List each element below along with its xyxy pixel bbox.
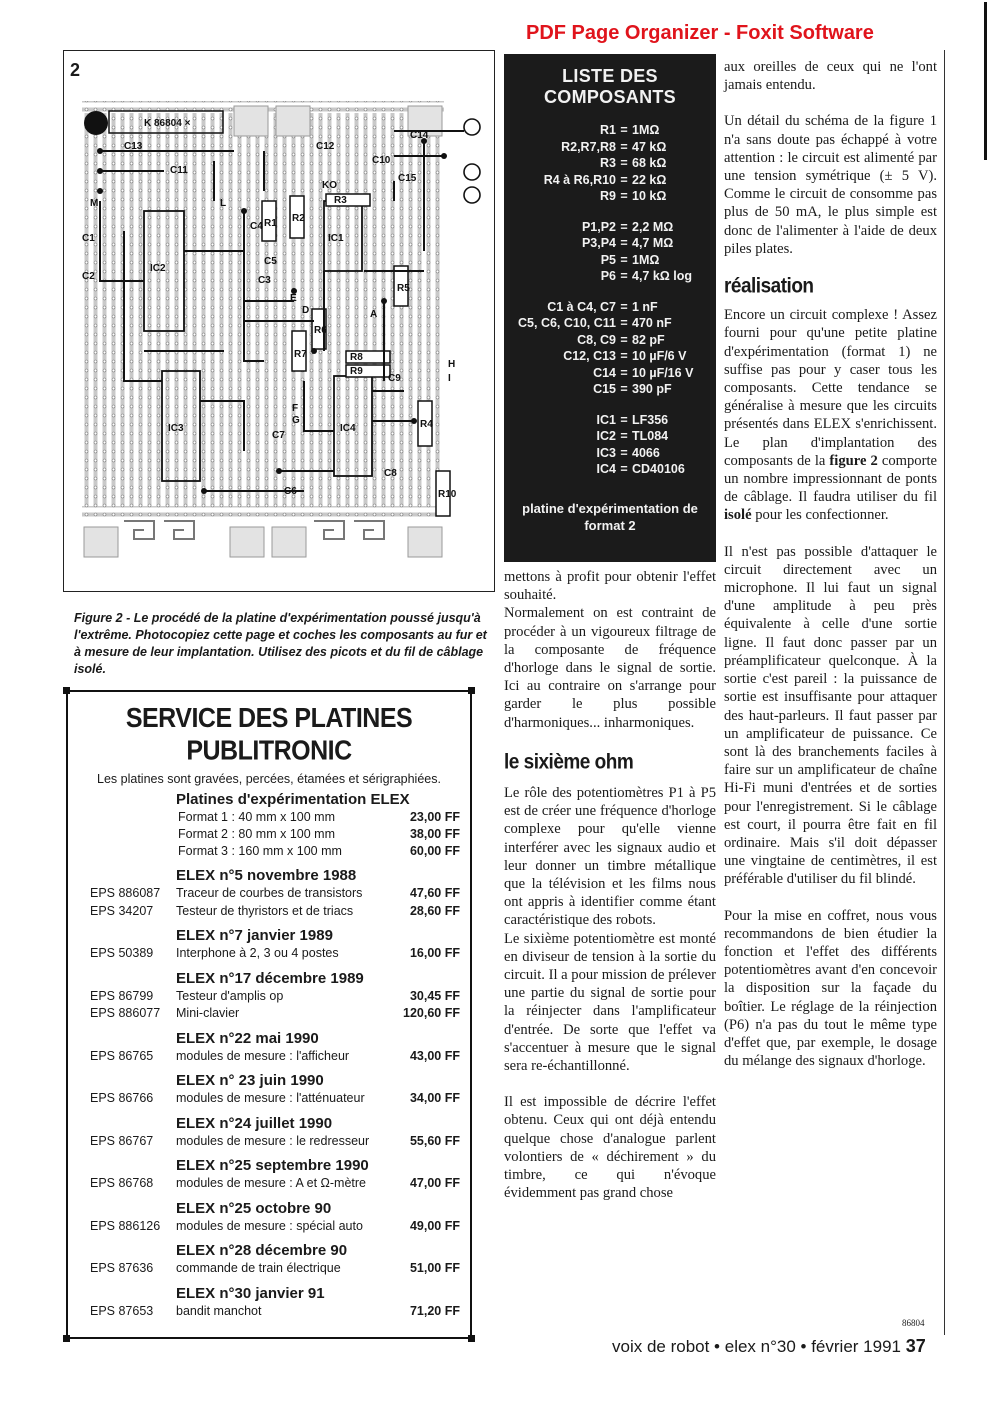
component-groups <box>504 122 716 478</box>
component-ref: R9 <box>600 189 616 203</box>
component-row <box>504 219 716 236</box>
component-value: 22 kΩ <box>632 172 667 187</box>
product-desc: commande de train électrique <box>176 1261 341 1275</box>
equals-sign: = <box>620 156 628 170</box>
product-row <box>68 1218 470 1236</box>
page-number: 37 <box>905 1336 926 1356</box>
component-value: 68 kΩ <box>632 156 667 170</box>
equals-sign: = <box>620 365 628 380</box>
board-label: D <box>302 305 310 316</box>
component-ref: IC3 <box>596 445 616 460</box>
product-code: EPS 886126 <box>90 1218 161 1233</box>
product-code: EPS 87636 <box>90 1261 154 1275</box>
format-row <box>68 826 470 843</box>
product-desc: Testeur de thyristors et de triacs <box>176 903 354 918</box>
board-label: K 86804 × <box>144 118 191 129</box>
component-row <box>504 412 716 429</box>
format-desc: Format 2 : 80 mm x 100 mm <box>178 827 335 841</box>
product-row <box>68 885 470 903</box>
issue-heading: ELEX n° 23 juin 1990 <box>176 1072 324 1089</box>
board-label: R5 <box>397 283 410 294</box>
product-code: EPS 34207 <box>90 903 154 918</box>
component-list-footer: platine d'expérimentation de format 2 <box>522 500 698 533</box>
figure-number: 2 <box>70 60 81 80</box>
product-desc: Traceur de courbes de transistors <box>176 886 363 900</box>
component-row <box>504 332 716 349</box>
component-value: CD40106 <box>632 462 685 476</box>
component-value: 82 pF <box>632 332 665 347</box>
product-price: 34,00 FF <box>409 1091 460 1105</box>
component-ref: R1 <box>600 123 616 137</box>
product-code: EPS 50389 <box>90 946 154 960</box>
format-price: 60,00 FF <box>409 844 460 858</box>
board-label: C9 <box>388 373 401 384</box>
board-drawing <box>64 51 492 589</box>
section-heading: réalisation <box>724 274 814 299</box>
product-price: 28,60 FF <box>409 903 460 918</box>
product-desc: modules de mesure : A et Ω-mètre <box>176 1176 366 1190</box>
board-label: C10 <box>372 155 391 166</box>
equals-sign: = <box>620 172 628 187</box>
component-row <box>504 155 716 172</box>
component-ref: C15 <box>593 382 616 396</box>
board-label: C12 <box>316 141 335 152</box>
board-label: R8 <box>350 352 363 363</box>
board-label: M <box>90 198 99 209</box>
equals-sign: = <box>620 219 628 234</box>
component-row <box>504 428 716 445</box>
component-value: 1 nF <box>632 299 658 314</box>
board-label: IC3 <box>168 423 184 434</box>
product-code: EPS 886077 <box>90 1006 161 1020</box>
component-value: 4066 <box>632 445 660 460</box>
component-ref: P6 <box>600 269 616 283</box>
footer-text: voix de robot • elex n°30 • février 1991 <box>612 1337 901 1356</box>
paragraph: Pour la mise en coffret, nous vous recommandons de bien étudier la fonction et l'effet des différents potentiomètres avant d'en concevoir la disposition sur la façade du boîtier. Le réglage de la réinjection (P6) n'a pas du tout le même type d'effet que, par exemple, le dosage du mélange des signaux d'horloge. <box>724 907 937 1070</box>
board-label: KO <box>322 180 337 191</box>
board-label: F <box>292 403 299 414</box>
component-value: 10 µF/16 V <box>632 365 694 380</box>
product-code: EPS 86765 <box>90 1048 154 1063</box>
component-ref: C1 à C4, C7 <box>547 299 616 314</box>
equals-sign: = <box>620 139 628 154</box>
figure-caption: Figure 2 - Le procédé de la platine d'expérimentation poussé jusqu'à l'extrême. Photocopiez cette page et coches les composants au fur et à mesure de leur implantation. Utilisez des picots et du fil de câblage isolé. <box>74 611 487 676</box>
board-label: R7 <box>294 349 307 360</box>
equals-sign: = <box>620 429 628 443</box>
component-value: 47 kΩ <box>632 139 667 154</box>
board-label: C15 <box>398 173 417 184</box>
component-ref: C5, C6, C10, C11 <box>518 316 616 330</box>
format-price: 38,00 FF <box>409 827 460 841</box>
product-price: 43,00 FF <box>409 1048 460 1063</box>
component-value: 10 µF/6 V <box>632 349 687 363</box>
component-value: 470 nF <box>632 316 672 330</box>
board-label: R10 <box>438 489 457 500</box>
component-value: 2,2 MΩ <box>632 219 674 234</box>
product-row <box>68 903 470 921</box>
product-code: EPS 886087 <box>90 886 161 900</box>
board-label: C8 <box>384 468 397 479</box>
component-group <box>504 299 716 398</box>
text-run: pour les confectionner. <box>751 507 889 524</box>
product-row <box>68 1303 470 1321</box>
text-column-2 <box>724 58 937 1070</box>
board-label: E <box>290 293 297 304</box>
product-row <box>68 1090 470 1108</box>
product-price: 47,60 FF <box>409 886 460 900</box>
service-title: SERVICE DES PLATINES PUBLITRONIC <box>125 702 413 767</box>
component-ref: C14 <box>593 365 616 380</box>
issue-heading: ELEX n°17 décembre 1989 <box>176 969 364 987</box>
component-row <box>504 461 716 478</box>
component-row <box>504 445 716 462</box>
service-sections <box>68 866 470 1320</box>
product-price: 55,60 FF <box>409 1133 460 1148</box>
board-label: C7 <box>272 430 285 441</box>
product-row <box>68 1048 470 1066</box>
paragraph: Le rôle des potentiomètres P1 à P5 est de créer une fréquence d'horloge complexe pour qu'elle vienne interférer avec les signaux audio et leur donner un timbre métallique que la télévision et les films nous ont appris à identifier comme étant caractéristique des robots. <box>504 785 716 929</box>
board-label: R6 <box>314 325 327 336</box>
edge-bar <box>984 2 987 160</box>
paragraph: Il est impossible de décrire l'effet obtenu. Ceux qui ont déjà entendu quelque chose d'analogue parlent volontiers de « déchirement » du timbre, ce qui n'évoque évidemment pas grand chose <box>504 1094 716 1202</box>
board-label: C1 <box>82 233 95 244</box>
text-run: Encore un circuit complexe ! Assez fourni pour qu'une petite platine d'expérimentation (format 1) ne suffise pas pour y caser tous les composants. Cette tendance se généralise à mesure que les circuits présentés dans ELEX s'enrichissent. Le plan d'implantation des composants de la <box>724 307 937 469</box>
component-value: 4,7 kΩ log <box>632 269 693 283</box>
issue-heading: ELEX n°7 janvier 1989 <box>176 927 333 944</box>
product-code: EPS 86768 <box>90 1176 154 1190</box>
product-row <box>68 988 470 1006</box>
product-row <box>68 1175 470 1193</box>
text-run: figure 2 <box>829 452 878 469</box>
issue-heading: ELEX n°25 septembre 1990 <box>176 1157 369 1174</box>
equals-sign: = <box>620 445 628 460</box>
service-box <box>66 690 472 1339</box>
equals-sign: = <box>620 412 628 427</box>
component-group <box>504 219 716 285</box>
corner-marker <box>63 687 70 694</box>
product-desc: Interphone à 2, 3 ou 4 postes <box>176 946 339 960</box>
product-row <box>68 1005 470 1023</box>
corner-marker <box>63 1335 70 1342</box>
equals-sign: = <box>620 299 628 314</box>
equals-sign: = <box>620 316 628 330</box>
product-desc: modules de mesure : spécial auto <box>176 1218 363 1233</box>
format-desc: Format 3 : 160 mm x 100 mm <box>178 844 342 858</box>
format-desc: Format 1 : 40 mm x 100 mm <box>178 810 335 824</box>
board-label: A <box>370 309 378 320</box>
board-label: C2 <box>82 271 95 282</box>
component-list-box <box>504 54 716 562</box>
board-label: I <box>448 373 451 384</box>
component-row <box>504 315 716 332</box>
board-label: C6 <box>284 486 297 497</box>
paragraph: Normalement on est contraint de procéder à un vigoureux filtrage de la composante de fréquence d'horloge dans le signal de sortie. Ici au contraire on s'arrange pour garder le plus possible d'harmoniques... inharmoniques. <box>504 605 716 731</box>
equals-sign: = <box>620 123 628 137</box>
service-subtitle: Les platines sont gravées, percées, étamées et sérigraphiées. <box>97 772 441 786</box>
product-desc: modules de mesure : l'atténuateur <box>176 1091 365 1105</box>
product-row <box>68 945 470 963</box>
equals-sign: = <box>620 332 628 347</box>
component-value: 390 pF <box>632 382 672 396</box>
board-label: C14 <box>410 130 429 141</box>
product-price: 47,00 FF <box>409 1176 460 1190</box>
component-row <box>504 139 716 156</box>
board-label: R4 <box>420 419 433 430</box>
component-ref: R3 <box>600 156 616 170</box>
equals-sign: = <box>620 382 628 396</box>
component-value: TL084 <box>632 429 669 443</box>
component-value: LF356 <box>632 412 669 427</box>
board-label: R3 <box>334 195 347 206</box>
paragraph: aux oreilles de ceux qui ne l'ont jamais entendu. <box>724 59 937 94</box>
component-ref: R4 à R6,R10 <box>543 172 616 187</box>
equals-sign: = <box>620 236 628 250</box>
product-code: EPS 87653 <box>90 1303 154 1318</box>
component-ref: P1,P2 <box>581 219 616 234</box>
equals-sign: = <box>620 349 628 363</box>
component-row <box>504 365 716 382</box>
product-row <box>68 1260 470 1278</box>
paragraph: Un détail du schéma de la figure 1 n'a sans doute pas échappé à votre attention : le circuit est alimenté par une tension symétrique (± 5 V). Comme le circuit de consomme pas plus de 50 mA, le plus simple est donc de l'alimenter à l'aide de deux piles plates. <box>724 113 937 257</box>
component-row <box>504 122 716 139</box>
board-label: R1 <box>264 218 277 229</box>
corner-marker <box>468 1335 475 1342</box>
product-desc: modules de mesure : l'afficheur <box>176 1048 350 1063</box>
board-label: C4 <box>250 221 263 232</box>
component-row <box>504 188 716 205</box>
product-code: EPS 86799 <box>90 988 154 1003</box>
product-price: 51,00 FF <box>409 1261 460 1275</box>
component-ref: IC1 <box>596 412 616 427</box>
format-price: 23,00 FF <box>409 810 460 824</box>
product-row <box>68 1133 470 1151</box>
product-code: EPS 86767 <box>90 1133 154 1148</box>
component-row <box>504 268 716 285</box>
issue-heading: ELEX n°25 octobre 90 <box>176 1199 332 1217</box>
component-ref: C8, C9 <box>577 332 616 347</box>
paragraph: mettons à profit pour obtenir l'effet souhaité. <box>504 569 716 604</box>
component-ref: IC4 <box>596 462 616 476</box>
component-ref: P5 <box>600 252 616 267</box>
page-footer <box>612 1336 926 1357</box>
issue-heading: ELEX n°30 janvier 91 <box>176 1284 325 1302</box>
product-price: 120,60 FF <box>403 1006 460 1020</box>
product-price: 49,00 FF <box>409 1218 460 1233</box>
product-desc: modules de mesure : le redresseur <box>176 1133 370 1148</box>
component-value: 10 kΩ <box>632 189 667 203</box>
issue-heading: ELEX n°24 juillet 1990 <box>176 1114 333 1132</box>
component-ref: P3,P4 <box>581 236 616 250</box>
formats-heading: Platines d'expérimentation ELEX <box>176 791 410 808</box>
column-rule <box>944 50 945 1335</box>
product-code: EPS 86766 <box>90 1091 154 1105</box>
component-row <box>504 252 716 269</box>
text-column-1 <box>504 568 716 1203</box>
board-label: H <box>448 359 456 370</box>
issue-heading: ELEX n°5 novembre 1988 <box>176 867 357 884</box>
component-value: 1MΩ <box>632 123 660 137</box>
component-group <box>504 412 716 478</box>
product-desc: Mini-clavier <box>176 1006 240 1020</box>
corner-marker <box>468 687 475 694</box>
format-row <box>68 843 470 860</box>
component-list-title: LISTE DES COMPOSANTS <box>543 66 676 107</box>
product-price: 71,20 FF <box>409 1303 460 1318</box>
board-label: C11 <box>170 165 188 176</box>
component-row <box>504 235 716 252</box>
product-price: 16,00 FF <box>409 946 460 960</box>
component-value: 1MΩ <box>632 252 660 267</box>
paragraph: Il n'est pas possible d'attaquer le circuit directement avec un microphone. Il lui faut un signal d'une amplitude à peu près équivalente à celle d'une sortie ligne. Il faut donc passer par un préamplificateur quelconque. À la sortie c'est pareil : la puissance de sortie est insuffisante pour attaquer des haut-parleurs. Il faut passer par un amplificateur de puissance. Ce sont là des branchements faciles à faire sur un amplificateur de chaîne Hi-Fi muni d'entrées et de sorties pour l'enregistrement. Si le câblage est court, il pourra être fait en fil ordinaire. Mais s'il doit dépasser une vingtaine de centimètres, il est préférable d'utiliser du fil blindé. <box>724 543 937 888</box>
board-label: G <box>292 415 300 426</box>
issue-heading: ELEX n°28 décembre 90 <box>176 1242 348 1259</box>
issue-heading: ELEX n°22 mai 1990 <box>176 1029 319 1047</box>
equals-sign: = <box>620 252 628 267</box>
board-label: C13 <box>124 141 143 152</box>
board-label: IC4 <box>340 423 356 434</box>
paragraph <box>724 306 937 524</box>
board-label: IC1 <box>328 233 344 244</box>
board-label: R2 <box>292 213 305 224</box>
watermark-text: PDF Page Organizer - Foxit Software <box>526 22 874 44</box>
component-row <box>504 348 716 365</box>
product-desc: Testeur d'amplis op <box>176 988 284 1003</box>
component-row <box>504 381 716 398</box>
equals-sign: = <box>620 189 628 203</box>
formats-list <box>68 809 470 860</box>
board-label: IC2 <box>150 263 166 274</box>
text-run: comporte un nombre impressionnant de ponts de câblage. Il faudra utiliser du fil <box>724 452 937 506</box>
equals-sign: = <box>620 462 628 476</box>
product-price: 30,45 FF <box>409 988 460 1003</box>
section-heading: le sixième ohm <box>504 750 634 775</box>
component-ref: R2,R7,R8 <box>561 139 616 154</box>
equals-sign: = <box>620 269 628 283</box>
text-run: isolé <box>724 507 752 524</box>
component-row <box>504 172 716 189</box>
paragraph: Le sixième potentiomètre est monté en diviseur de tension à la sortie du circuit. Il a pour mission de prélever une partie du signal de sortie pour la réinjecter dans l'amplificateur d'entrée. De sorte que l'effet va s'accentuer à mesure que le signal sera re-échantillonné. <box>504 930 716 1075</box>
board-label: C5 <box>264 256 277 267</box>
component-group <box>504 122 716 205</box>
component-ref: C12, C13 <box>563 349 616 363</box>
product-desc: bandit manchot <box>176 1303 262 1318</box>
board-label: R9 <box>350 366 363 377</box>
component-value: 4,7 MΩ <box>632 236 674 250</box>
board-label: C3 <box>258 275 271 286</box>
component-ref: IC2 <box>596 429 616 443</box>
article-reference: 86804 <box>902 1318 925 1328</box>
format-row <box>68 809 470 826</box>
component-row <box>504 299 716 316</box>
board-label: L <box>220 198 227 209</box>
